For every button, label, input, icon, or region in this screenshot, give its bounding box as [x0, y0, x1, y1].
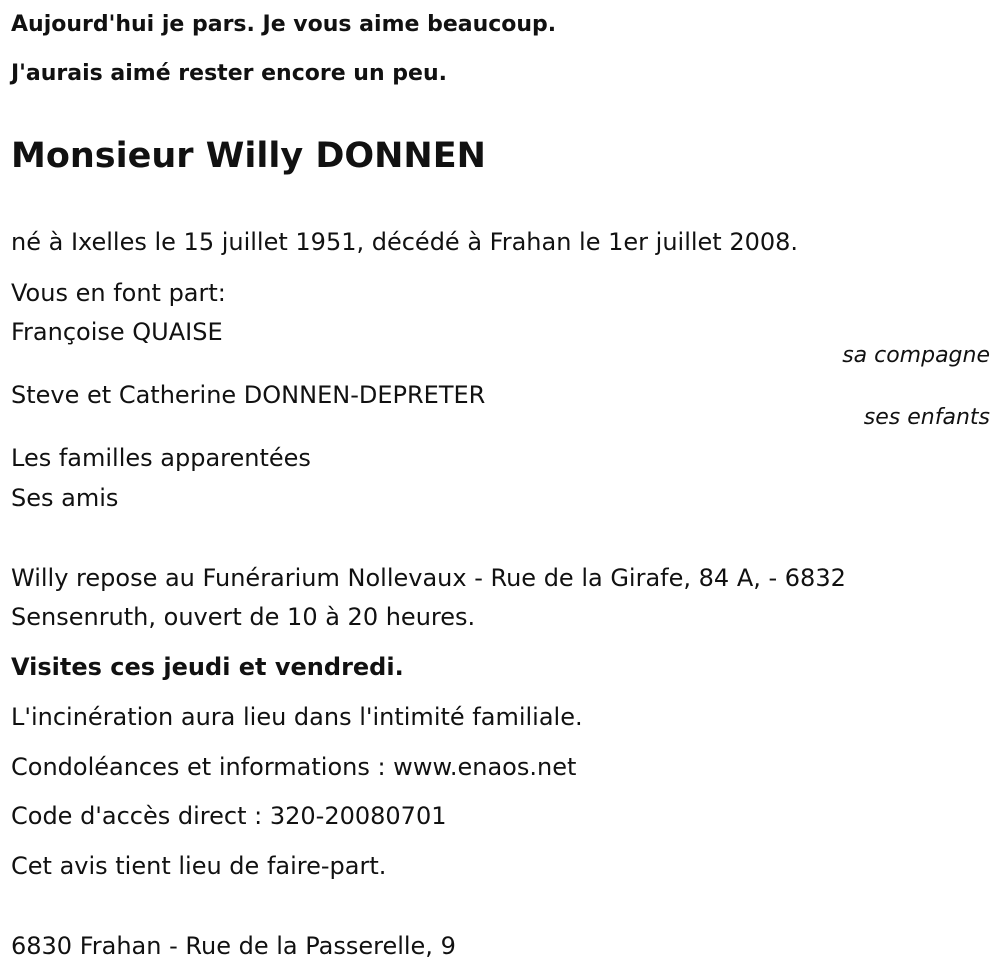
family-member-relation: sa compagne	[842, 343, 990, 368]
deceased-name: Monsieur Willy DONNEN	[11, 136, 486, 176]
family-member-relation: ses enfants	[863, 405, 990, 430]
address-line: 6830 Frahan - Rue de la Passerelle, 9	[11, 932, 456, 960]
intro-line-2: J'aurais aimé rester encore un peu.	[11, 61, 447, 86]
condolences-line: Condoléances et informations : www.enaos.net	[11, 753, 577, 781]
repose-line-2: Sensenruth, ouvert de 10 à 20 heures.	[11, 603, 476, 631]
family-member-name: Steve et Catherine DONNEN-DEPRETER	[11, 381, 486, 409]
birth-death-line: né à Ixelles le 15 juillet 1951, décédé à Frahan le 1er juillet 2008.	[11, 228, 799, 256]
other-family-line: Les familles apparentées	[11, 444, 311, 472]
visits-line: Visites ces jeudi et vendredi.	[11, 653, 404, 681]
repose-line-1: Willy repose au Funérarium Nollevaux - Rue de la Girafe, 84 A, - 6832	[11, 564, 846, 592]
announce-label: Vous en font part:	[11, 279, 226, 307]
other-family-line: Ses amis	[11, 484, 119, 512]
notice-line: Cet avis tient lieu de faire-part.	[11, 852, 387, 880]
family-member-name: Françoise QUAISE	[11, 318, 223, 346]
intro-line-1: Aujourd'hui je pars. Je vous aime beaucoup.	[11, 12, 557, 37]
cremation-line: L'incinération aura lieu dans l'intimité familiale.	[11, 703, 583, 731]
access-code-line: Code d'accès direct : 320-20080701	[11, 802, 447, 830]
